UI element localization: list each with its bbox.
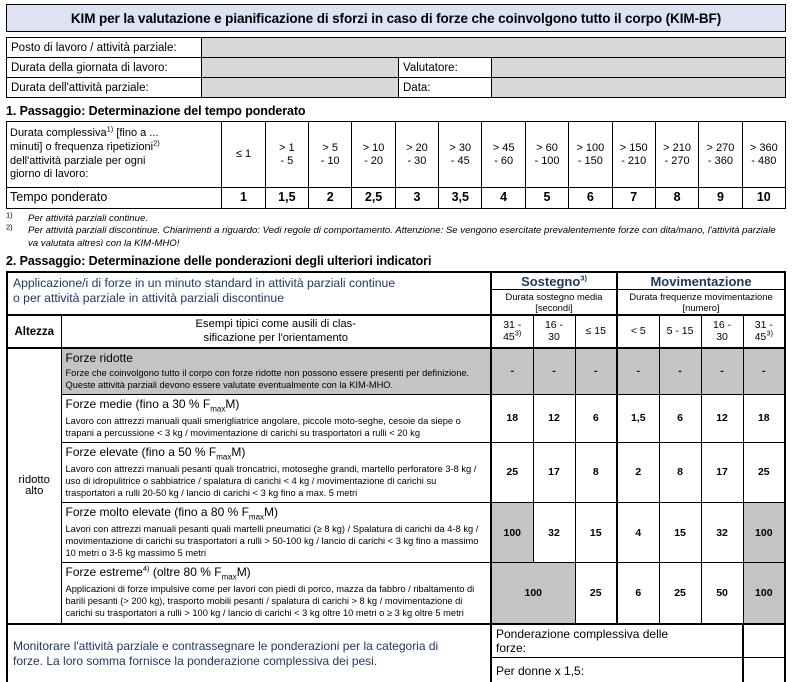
category-title-text: Forze estreme — [65, 565, 143, 580]
fmax-sub: max — [221, 572, 237, 582]
footnote-2-marker — [6, 222, 28, 250]
group-header-sostegno — [491, 272, 617, 290]
rating-cell[interactable]: 32 — [533, 503, 575, 563]
rating-cell[interactable]: 25 — [491, 442, 533, 502]
range-top: > 10 — [362, 142, 385, 155]
category-desc: Lavori con attrezzi manuali pesanti quali martelli pneumatici (≥ 8 kg) / Spalatura di carichi da 4-8 kg / movimentazione di carichi su trasportatori a rulli > 50-100 kg / lancio di carichi < 3 kg fino a massimo 10 metri o 3-5 kg massimo 5 metri — [65, 524, 479, 559]
range-cell — [482, 122, 525, 188]
weight-cell[interactable]: 6 — [569, 188, 612, 209]
footnote-2 — [6, 222, 786, 250]
rating-cell[interactable]: 6 — [659, 394, 701, 442]
category-title-text: Forze medie (fino a 30 % F — [65, 396, 211, 411]
date-label: Data: — [399, 78, 492, 98]
summary-note-l2: forze. La loro somma fornisce la ponderazione complessiva dei pesi. — [13, 654, 378, 669]
workday-duration-input[interactable] — [202, 58, 399, 78]
rating-cell[interactable]: 15 — [659, 503, 701, 563]
range-bottom: - 20 — [364, 154, 384, 167]
rating-cell[interactable]: 50 — [701, 563, 743, 624]
category-title-tail: M) — [264, 505, 279, 520]
range-bottom: - 60 — [494, 154, 514, 167]
range-top: > 1 — [279, 142, 295, 155]
header-form-table — [6, 37, 786, 98]
weight-cell[interactable]: 4 — [482, 188, 525, 209]
weight-cell[interactable]: 8 — [655, 188, 698, 209]
category-title-text: Forze elevate (fino a 50 % F — [65, 444, 217, 459]
range-bottom: - 100 — [534, 154, 560, 167]
col-l1: < 5 — [630, 324, 646, 337]
category-title — [66, 505, 487, 522]
group-header-movimentazione — [617, 272, 785, 290]
weight-cell[interactable]: 10 — [742, 188, 785, 209]
table-row — [7, 78, 786, 98]
range-top: > 60 — [536, 142, 558, 155]
range-bottom: - 480 — [751, 154, 777, 167]
col-l1: 31 - — [503, 318, 522, 331]
passaggio2-heading: 2. Passaggio: Determinazione delle ponderazioni degli ulteriori indicatori — [6, 253, 432, 268]
altezza-header: Altezza — [7, 315, 61, 348]
footnote-ref-4: 4) — [142, 564, 150, 574]
fmax-sub: max — [216, 452, 232, 462]
weight-cell[interactable]: 7 — [612, 188, 655, 209]
table-row — [7, 503, 785, 563]
range-top: > 20 — [406, 142, 428, 155]
weight-cell[interactable]: 3 — [395, 188, 438, 209]
range-bottom: - 45 — [450, 154, 470, 167]
weight-cell[interactable]: 1 — [222, 188, 265, 209]
category-title-tail2: M) — [236, 565, 251, 580]
women-factor-label: Per donne x 1,5: — [491, 657, 743, 682]
rating-cell[interactable]: 6 — [617, 563, 659, 624]
col-l1: 16 - — [544, 318, 564, 331]
weighted-time-label: Tempo ponderato — [7, 188, 222, 209]
category-desc: Applicazioni di forze impulsive come per lavori con piedi di porco, mazza da fabbro / ribaltamento di barili pesanti (> 200 kg), trasporto mobili pesanti / spalatura di carichi > 8 kg / movimentazione di carichi su trasportatori a rulli > 100 kg / lancio di carichi < 3 kg oltre 10 metri o ≥ 3 kg oltre 5 metri — [65, 584, 475, 619]
examples-header-l2: sificazione per l'orientamento — [203, 331, 349, 344]
rating-cell[interactable]: 12 — [533, 394, 575, 442]
column-header-m3 — [701, 315, 743, 348]
table-row — [7, 38, 786, 58]
range-bottom: - 30 — [407, 154, 427, 167]
range-cell — [655, 122, 698, 188]
column-header-m4 — [743, 315, 785, 348]
rating-cell[interactable]: 6 — [575, 394, 617, 442]
range-bottom: - 10 — [320, 154, 340, 167]
range-cell — [742, 122, 785, 188]
rating-cell[interactable]: - — [575, 348, 617, 394]
range-bottom: - 150 — [577, 154, 603, 167]
table-row — [7, 394, 785, 442]
range-cell — [612, 122, 655, 188]
altezza-scale — [8, 474, 61, 499]
rating-cell[interactable]: 17 — [533, 442, 575, 502]
range-top: > 30 — [449, 142, 472, 155]
range-cell — [699, 122, 742, 188]
column-header-s1 — [491, 315, 533, 348]
footnote-1-sup: 1) — [6, 210, 13, 220]
rating-cell[interactable]: - — [491, 348, 533, 394]
range-cell — [352, 122, 395, 188]
sostegno-sub-2: [secondi] — [535, 302, 573, 314]
category-title: Forze ridotte — [65, 351, 133, 366]
movimentazione-title: Movimentazione — [650, 273, 752, 289]
rating-cell[interactable]: - — [701, 348, 743, 394]
footnote-ref-3: 3) — [580, 273, 587, 283]
col-l2: 30 — [716, 330, 728, 343]
intro-text-cell — [7, 272, 491, 315]
category-title — [66, 397, 487, 414]
col-l2-text: 45 — [503, 330, 515, 343]
column-header-m1 — [617, 315, 659, 348]
total-force-weight-input[interactable] — [743, 624, 785, 658]
column-header-s2 — [533, 315, 575, 348]
rating-cell[interactable]: - — [617, 348, 659, 394]
rating-cell[interactable]: 32 — [701, 503, 743, 563]
footnote-ref-3: 3) — [514, 328, 522, 338]
altezza-bottom-label: alto — [25, 484, 44, 497]
force-category-medie — [61, 394, 491, 442]
range-cell — [309, 122, 352, 188]
range-top: > 210 — [663, 142, 691, 155]
column-header-m2 — [659, 315, 701, 348]
range-top: > 100 — [576, 142, 605, 155]
col-l2 — [744, 328, 785, 344]
duration-label-l4: giorno di lavoro: — [10, 168, 89, 181]
col-l1: ≤ 15 — [585, 324, 606, 337]
summary-note — [7, 624, 491, 682]
force-category-elevate — [61, 442, 491, 502]
workplace-label: Posto di lavoro / attività parziale: — [7, 38, 202, 58]
rating-cell[interactable]: 18 — [491, 394, 533, 442]
rating-cell[interactable]: 100 — [491, 503, 533, 563]
category-title-tail: (oltre 80 % F — [149, 565, 222, 580]
date-input[interactable] — [492, 78, 786, 98]
range-top: > 45 — [492, 142, 515, 155]
range-cell — [222, 122, 265, 188]
rating-cell[interactable]: 17 — [701, 442, 743, 502]
force-category-estreme — [61, 563, 491, 624]
examples-header — [61, 315, 491, 348]
rating-cell-merged[interactable]: 100 — [491, 563, 575, 624]
table-row — [7, 442, 785, 502]
rating-cell[interactable]: - — [659, 348, 701, 394]
table-row — [7, 348, 785, 394]
rating-cell[interactable]: 8 — [575, 442, 617, 502]
force-category-molto-elevate — [61, 503, 491, 563]
footnotes-block — [6, 210, 786, 250]
category-desc: Lavoro con attrezzi manuali quali smerigliatrice angolare, piccole moto-seghe, cesoie da siepe o trapani a percussione < 3 kg / movimentazione di carichi su trasportatori a rulli < 20 kg — [65, 415, 461, 438]
subtask-duration-label: Durata dell'attività parziale: — [7, 78, 202, 98]
duration-label-l3: dell'attività parziale per ogni — [10, 154, 146, 167]
category-desc: Lavoro con attrezzi manuali pesanti quali troncatrici, motoseghe grandi, martello perforatore 3-8 kg / uso di idropulitrice o sabbiatrice / spalatura di carichi < 4 kg / movimentazione di carichi su trasportatori a rulli 20-50 kg / lancio di carichi < 3 kg fino a max. 5 metri — [65, 463, 477, 498]
passaggio2-table — [6, 271, 786, 682]
duration-row-label — [7, 122, 222, 188]
passaggio1-table — [6, 121, 786, 209]
table-row — [7, 58, 786, 78]
altezza-top-label: ridotto — [18, 473, 50, 486]
workplace-input[interactable] — [202, 38, 786, 58]
footnote-ref-1: 1) — [106, 124, 114, 134]
col-l1: 16 - — [712, 318, 732, 331]
table-row — [7, 188, 786, 209]
rating-cell[interactable]: 25 — [659, 563, 701, 624]
footnote-ref-2: 2) — [153, 138, 160, 148]
duration-label-l1: Durata complessiva — [10, 127, 107, 140]
rating-cell[interactable]: - — [743, 348, 785, 394]
col-l2-text: 45 — [754, 330, 767, 343]
total-label-l2: forze: — [496, 640, 527, 655]
workday-duration-label: Durata della giornata di lavoro: — [7, 58, 202, 78]
sostegno-sub-1: Durata sostegno media — [505, 290, 603, 302]
range-cell — [525, 122, 568, 188]
rating-cell[interactable]: 2 — [617, 442, 659, 502]
table-row — [7, 272, 785, 290]
rating-cell[interactable]: 25 — [743, 442, 785, 502]
subtask-duration-input[interactable] — [202, 78, 399, 98]
group-sub-movimentazione — [617, 289, 785, 315]
table-row — [7, 563, 785, 624]
column-header-s3 — [575, 315, 617, 348]
range-cell — [265, 122, 308, 188]
examples-header-l1: Esempi tipici come ausili di clas- — [195, 317, 356, 330]
table-row — [7, 315, 785, 348]
rating-cell[interactable]: 12 — [701, 394, 743, 442]
category-title — [66, 565, 487, 582]
range-bottom: - 210 — [621, 154, 647, 167]
sostegno-title — [492, 274, 616, 289]
range-cell — [439, 122, 482, 188]
total-label-l1: Ponderazione complessiva delle — [496, 626, 669, 641]
col-l2 — [492, 328, 533, 344]
sostegno-name: Sostegno — [521, 273, 581, 289]
range-cell — [569, 122, 612, 188]
fmax-sub: max — [248, 512, 265, 522]
range-bottom: - 5 — [280, 154, 294, 167]
weight-cell[interactable]: 3,5 — [439, 188, 482, 209]
category-desc: Forze che coinvolgono tutto il corpo con forze ridotte non possono essere presenti per definizione. Queste attività parziali devono essere valutate eventualmente con la KIM-MHO. — [65, 367, 470, 390]
col-l1: 5 - 15 — [666, 324, 694, 337]
category-title-tail: M) — [231, 444, 246, 459]
force-category-ridotte — [61, 348, 491, 394]
range-cell — [395, 122, 438, 188]
intro-line-1: Applicazione/i di forze in un minuto standard in attività parziali continue — [13, 275, 396, 290]
range-top: > 270 — [706, 142, 735, 155]
summary-note-l1: Monitorare l'attività parziale e contrassegnare le ponderazioni per la categoria di — [13, 638, 439, 653]
group-sub-sostegno — [491, 289, 617, 315]
page-title: KIM per la valutazione e pianificazione di sforzi in caso di forze che coinvolgono tutto il corpo (KIM-BF) — [6, 4, 786, 32]
rating-cell[interactable]: 8 — [659, 442, 701, 502]
category-title — [66, 445, 487, 462]
col-l1: 31 - — [754, 318, 773, 331]
table-row — [7, 624, 785, 658]
col-l2: 30 — [548, 330, 560, 343]
range-top: > 5 — [322, 142, 339, 155]
category-title-tail: M) — [225, 396, 240, 411]
category-title-text: Forze molto elevate (fino a 80 % F — [65, 505, 249, 520]
table-row — [7, 122, 786, 188]
movimentazione-sub-1: Durata frequenze movimentazione — [629, 290, 773, 302]
rating-cell[interactable]: 15 — [575, 503, 617, 563]
evaluator-label: Valutatore: — [399, 58, 492, 78]
rating-cell[interactable]: 100 — [743, 563, 785, 624]
footnote-1-text: Per attività parziali continue. — [28, 213, 148, 224]
movimentazione-sub-2: [numero] — [682, 302, 720, 314]
range-bottom: - 270 — [664, 154, 690, 167]
range-top: > 150 — [619, 142, 648, 155]
rating-cell[interactable]: 4 — [617, 503, 659, 563]
rating-cell[interactable]: 18 — [743, 394, 785, 442]
evaluator-input[interactable] — [492, 58, 786, 78]
passaggio1-heading: 1. Passaggio: Determinazione del tempo ponderato — [6, 104, 306, 118]
rating-cell[interactable]: 25 — [575, 563, 617, 624]
women-factor-input[interactable] — [743, 657, 785, 682]
range-top: > 360 — [749, 142, 778, 155]
fmax-sub: max — [210, 404, 226, 414]
altezza-scale-cell — [7, 348, 61, 623]
range-bottom: - 360 — [707, 154, 733, 167]
footnote-1 — [6, 210, 786, 225]
duration-label-l1b: [fino a ... — [113, 127, 159, 140]
rating-cell[interactable]: 100 — [743, 503, 785, 563]
duration-label-l2: minuti] o frequenza ripetizioni — [10, 140, 154, 153]
intro-line-2: o per attività parziale in attività parziali discontinue — [13, 291, 284, 306]
footnote-ref-3: 3) — [766, 328, 773, 338]
range-top: ≤ 1 — [235, 148, 252, 161]
footnote-2-sup: 2) — [6, 222, 13, 232]
weight-cell[interactable]: 1,5 — [265, 188, 308, 209]
total-force-weight-label — [491, 624, 743, 658]
weight-cell[interactable]: 9 — [699, 188, 742, 209]
weight-cell[interactable]: 2,5 — [352, 188, 395, 209]
rating-cell[interactable]: - — [533, 348, 575, 394]
weight-cell[interactable]: 5 — [525, 188, 568, 209]
footnote-2-text: Per attività parziali discontinue. Chiarimenti a riguardo: Vedi regole di comportamento. Attenzione: Se vengono esercitate prevalentemente forze con dita/mano, l'attività parziale va valutata altresì con la KIM-MHO! — [28, 225, 776, 249]
weight-cell[interactable]: 2 — [309, 188, 352, 209]
rating-cell[interactable]: 1,5 — [617, 394, 659, 442]
